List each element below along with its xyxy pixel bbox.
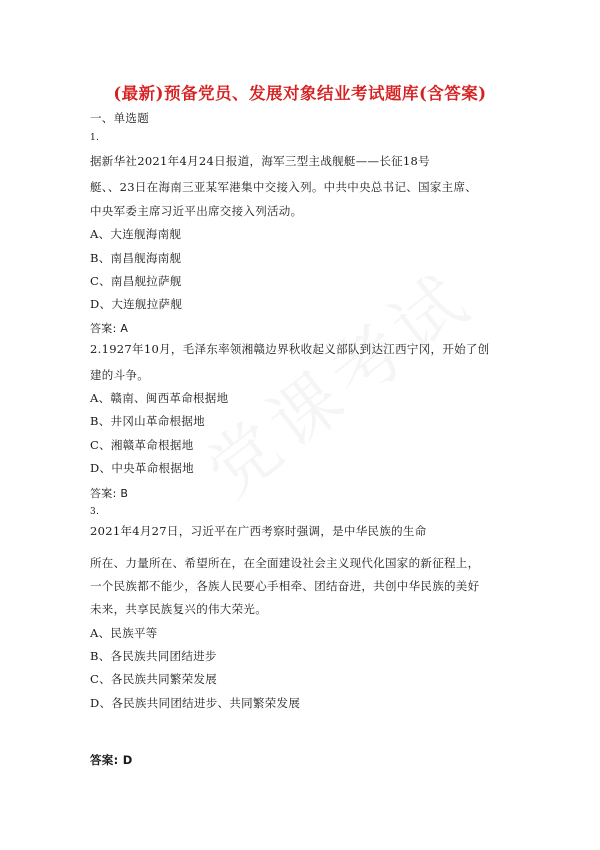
question-3-option-c: C、各民族共同繁荣发展 xyxy=(90,672,218,686)
question-1-option-b: B、南昌舰海南舰 xyxy=(90,251,182,265)
question-2-stem-line-2: 建的斗争。 xyxy=(90,368,149,382)
question-2-option-d: D、中央革命根据地 xyxy=(90,461,194,475)
section-heading: 一、单选题 xyxy=(90,111,149,125)
question-1-option-c: C、南昌舰拉萨舰 xyxy=(90,274,182,288)
question-3-answer: 答案: D xyxy=(90,753,133,767)
question-3-option-b: B、各民族共同团结进步 xyxy=(90,649,217,663)
question-3-number: 3. xyxy=(90,507,100,517)
question-3-stem-line-2: 所在、力量所在、希望所在，在全面建设社会主义现代化国家的新征程上， xyxy=(90,556,480,570)
question-1-stem-line-1: 据新华社2021年4月24日报道，海军三型主战舰艇——长征18号 xyxy=(90,154,430,168)
question-1-number: 1. xyxy=(90,133,100,143)
question-1-stem-line-3: 中央军委主席习近平出席交接入列活动。 xyxy=(90,204,303,218)
question-2-option-b: B、井冈山革命根据地 xyxy=(90,414,205,428)
question-1-option-d: D、大连舰拉萨舰 xyxy=(90,297,183,311)
question-1-answer: 答案: A xyxy=(90,322,129,335)
question-2-option-c: C、湘赣革命根据地 xyxy=(90,438,194,452)
document-title: (最新)预备党员、发展对象结业考试题库(含答案) xyxy=(113,84,487,103)
watermark xyxy=(182,245,490,517)
question-2-answer: 答案: B xyxy=(90,487,129,500)
question-1-option-a: A、大连舰海南舰 xyxy=(90,227,182,241)
question-3-option-d: D、各民族共同团结进步、共同繁荣发展 xyxy=(90,696,301,710)
question-1-stem-line-2: 艇、、23日在海南三亚某军港集中交接入列。中共中央总书记、国家主席、 xyxy=(90,180,478,194)
question-2-stem-line-1: 2.1927年10月，毛泽东率领湘赣边界秋收起义部队到达江西宁冈，开始了创 xyxy=(90,342,490,356)
question-3-stem-line-3: 一个民族都不能少，各族人民要心手相牵、团结奋进，共创中华民族的美好 xyxy=(90,579,480,593)
question-2-option-a: A、赣南、闽西革命根据地 xyxy=(90,391,229,405)
question-3-option-a: A、民族平等 xyxy=(90,626,158,640)
question-3-stem-line-4: 未来，共享民族复兴的伟大荣光。 xyxy=(90,602,267,616)
question-3-stem-line-1: 2021年4月27日，习近平在广西考察时强调，是中华民族的生命 xyxy=(90,524,427,538)
